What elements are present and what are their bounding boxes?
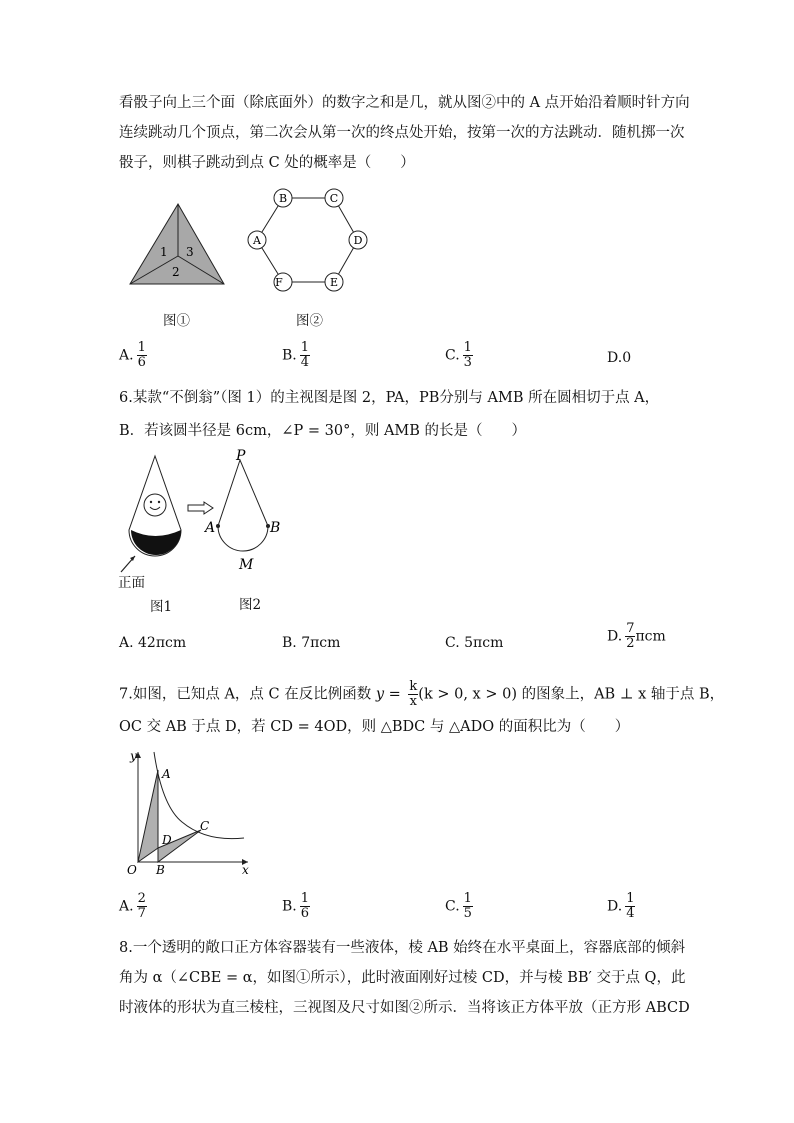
q5-option-b[interactable]: B. $\frac{1}{4}$ <box>282 340 310 370</box>
tri-label-3: 3 <box>186 245 194 259</box>
q5-line-3: 骰子，则棋子跳动到点 C 处的概率是（ ） <box>119 155 415 171</box>
q7-line-1: 7.如图，已知点 A，点 C 在反比例函数 y = $\frac{k}{x}$ (k > 0, x > 0) 的图象上，AB ⊥ x 轴于点 B， <box>119 679 725 709</box>
q8-line-1: 8.一个透明的敞口正方体容器装有一些液体，棱 AB 始终在水平桌面上，容器底部的倾斜 <box>119 940 686 956</box>
q5-fig2-caption: 图② <box>296 313 323 329</box>
q5-line-2: 连续跳动几个顶点，第二次会从第一次的终点处开始，按第一次的方法跳动．随机掷一次 <box>119 125 685 141</box>
tumbler-front-view-figure <box>200 448 290 578</box>
q5-option-a[interactable]: A. $\frac{1}{6}$ <box>119 340 146 370</box>
q6-label-p: P <box>236 448 246 464</box>
tri-label-1: 1 <box>160 245 168 259</box>
hex-label-b: B <box>278 192 288 205</box>
q5-option-c[interactable]: C. $\frac{1}{3}$ <box>445 340 472 370</box>
q7-axis-x: x <box>242 863 249 877</box>
q6-option-a[interactable]: A. 42πcm <box>119 635 187 651</box>
q6-line-2: B．若该圆半径是 6cm，∠P = 30°，则 AMB 的长是（ ） <box>119 423 527 439</box>
q7-option-d[interactable]: D. $\frac{1}{4}$ <box>607 891 635 921</box>
hex-label-f: F <box>275 276 283 289</box>
q6-option-b[interactable]: B. 7πcm <box>282 635 341 651</box>
q7-option-a[interactable]: A. $\frac{2}{7}$ <box>119 891 146 921</box>
q6-option-c[interactable]: C. 5πcm <box>445 635 504 651</box>
q6-option-d[interactable]: D. $\frac{7}{2}$ πcm <box>607 621 666 651</box>
inverse-function-graph <box>118 746 258 878</box>
q7-option-b[interactable]: B. $\frac{1}{6}$ <box>282 891 310 921</box>
q6-line-1: 6.某款“不倒翁”（图 1）的主视图是图 2，PA，PB分别与 AMB 所在圆相切于点 A， <box>119 390 660 406</box>
dice-triangle-figure <box>126 198 226 288</box>
q8-line-2: 角为 α（∠CBE = α，如图①所示），此时液面刚好过棱 CD，并与棱 BB′ 交于点 Q，此 <box>119 970 686 986</box>
q7-option-c[interactable]: C. $\frac{1}{5}$ <box>445 891 472 921</box>
q7-axis-y: y <box>130 749 137 763</box>
q6-label-m: M <box>239 557 254 573</box>
hex-label-e: E <box>329 276 339 289</box>
q6-label-b: B <box>270 520 281 536</box>
tri-label-2: 2 <box>172 265 180 279</box>
q7-label-a: A <box>162 767 171 781</box>
q7-label-d: D <box>162 833 172 847</box>
hexagon-figure <box>243 186 373 298</box>
hex-label-c: C <box>329 192 339 205</box>
hex-label-a: A <box>253 234 261 247</box>
q7-origin: O <box>127 863 137 877</box>
q7-label-c: C <box>200 819 210 833</box>
q5-line-1: 看骰子向上三个面（除底面外）的数字之和是几，就从图②中的 A 点开始沿着顺时针方向 <box>119 95 690 111</box>
q7-label-b: B <box>156 863 165 877</box>
q6-label-a: A <box>205 520 216 536</box>
q7-line-2: OC 交 AB 于点 D，若 CD = 4OD，则 △BDC 与 △ADO 的面积比为（ ） <box>119 719 630 735</box>
q6-fig2-caption: 图2 <box>239 597 262 613</box>
q6-front-label: 正面 <box>118 575 145 591</box>
q5-option-d[interactable]: D.0 <box>607 350 632 366</box>
hex-label-d: D <box>353 234 363 247</box>
q5-fig1-caption: 图① <box>163 313 190 329</box>
q6-fig1-caption: 图1 <box>150 599 173 615</box>
q8-line-3: 时液体的形状为直三棱柱，三视图及尺寸如图②所示．当将该正方体平放（正方形 ABCD <box>119 1000 690 1016</box>
